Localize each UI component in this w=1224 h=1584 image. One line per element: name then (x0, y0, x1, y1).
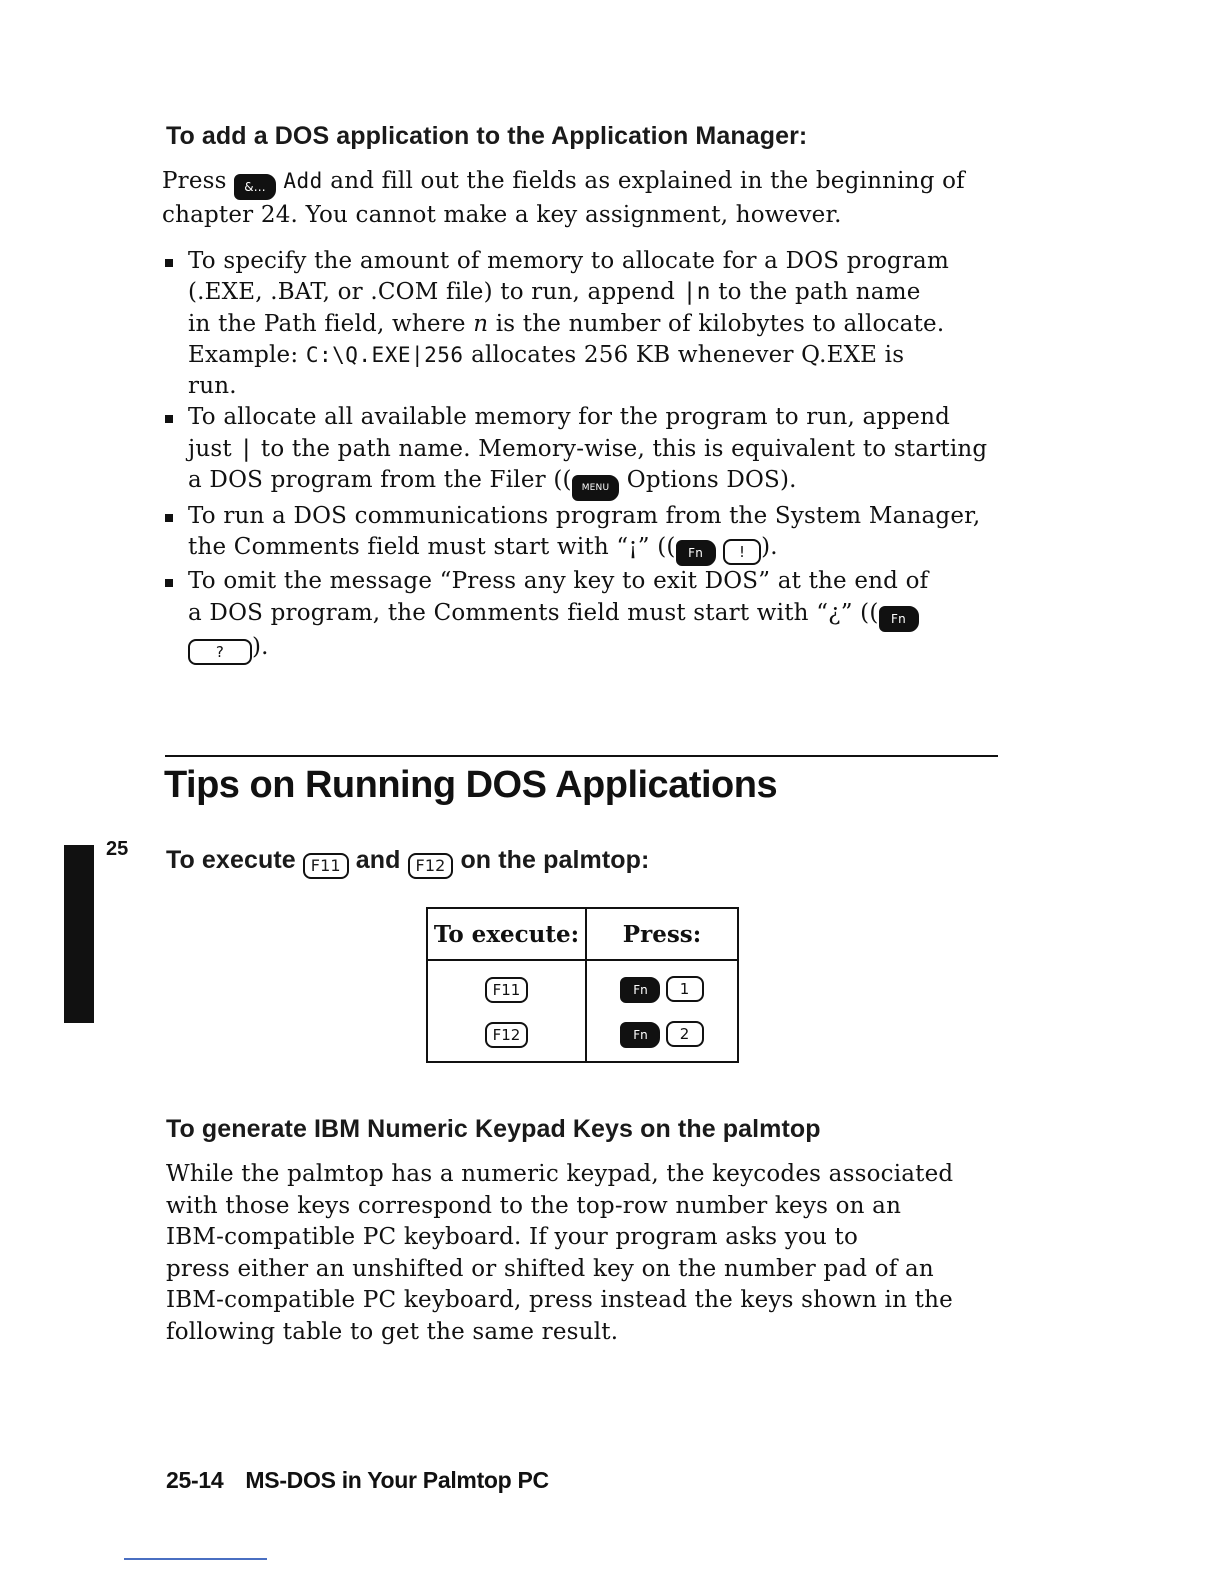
chapter-tab-bar (64, 845, 94, 1023)
list-item: To run a DOS communications program from the System Manager, the Comments field must start with “¡” (( Fn ! ). (162, 501, 1012, 566)
f12-key-icon: F12 (485, 1022, 529, 1048)
intro-paragraph (162, 166, 1022, 232)
list-item: To omit the message “Press any key to exit DOS” at the end of a DOS program, the Comments field must start with “¿” (( Fn ? ). (162, 566, 1012, 664)
page-number: 25-14 (166, 1467, 224, 1493)
bullet-icon (165, 259, 173, 267)
section-heading-execute-keys: To execute F11 and F12 on the palmtop: (166, 846, 649, 879)
list-item: To specify the amount of memory to allocate for a DOS program (.EXE, .BAT, or .COM file) to run, append |n to the path name in the Path field, where n is the number of kilobytes to allocate. Example: C:\Q.EXE|256 allocates 256 KB whenever Q.EXE is run. (162, 246, 1012, 402)
scan-edge-line (124, 1558, 267, 1560)
list-item: To allocate all available memory for the program to run, append just | to the path name. Memory-wise, this is equivalent to starting a DOS program from the Filer (( MENU Options DOS). (162, 402, 1012, 501)
ampersand-key-icon: &... (234, 174, 276, 200)
bullet-icon (165, 579, 173, 587)
example-path-code: C:\Q.EXE|256 (305, 342, 464, 367)
table-row (427, 1012, 738, 1062)
f11-key-icon: F11 (303, 853, 349, 879)
intro-press: Press (162, 168, 227, 194)
fn-key-icon: Fn (620, 1022, 660, 1048)
tips-bullet-list (162, 246, 1012, 665)
f11-key-icon: F11 (485, 977, 529, 1003)
page-title: Tips on Running DOS Applications (164, 764, 778, 806)
question-key-icon: ? (188, 639, 252, 665)
pipe-code: | (239, 435, 254, 462)
bullet-icon (165, 415, 173, 423)
pipe-n-code: |n (682, 279, 711, 306)
fn-key-icon: Fn (676, 540, 716, 566)
page-footer (166, 1467, 549, 1494)
table-header-execute: To execute: (427, 908, 586, 960)
chapter-tab-number: 25 (106, 838, 129, 860)
intro-rest: and fill out the fields as explained in the beginning of (330, 168, 965, 194)
keypad-paragraph: While the palmtop has a numeric keypad, the keycodes associated with those keys correspond to the top-row number keys on an IBM-compatible PC keyboard. If your program asks you to press either an unshifted or shifted key on the number pad of an IBM-compatible PC keyboard, press instead the keys shown in the following table to get the same result. (166, 1161, 954, 1345)
section-heading-keypad: To generate IBM Numeric Keypad Keys on the palmtop (166, 1115, 821, 1143)
section-heading-add-dos-app: To add a DOS application to the Application Manager: (166, 122, 808, 150)
table-row (427, 960, 738, 1012)
f12-key-icon: F12 (408, 853, 454, 879)
execute-keys-table (426, 907, 739, 1063)
add-display-word: Add (283, 169, 323, 193)
table-header-press: Press: (586, 908, 738, 960)
fn-key-icon: Fn (879, 606, 919, 632)
one-key-icon: 1 (666, 976, 704, 1002)
bullet-icon (165, 514, 173, 522)
intro-line2: chapter 24. You cannot make a key assignment, however. (162, 202, 842, 228)
two-key-icon: 2 (666, 1021, 704, 1047)
footer-title: MS-DOS in Your Palmtop PC (245, 1467, 549, 1493)
fn-key-icon: Fn (620, 977, 660, 1003)
section-divider (165, 755, 998, 757)
menu-key-icon: MENU (572, 475, 620, 501)
exclamation-key-icon: ! (723, 539, 761, 565)
